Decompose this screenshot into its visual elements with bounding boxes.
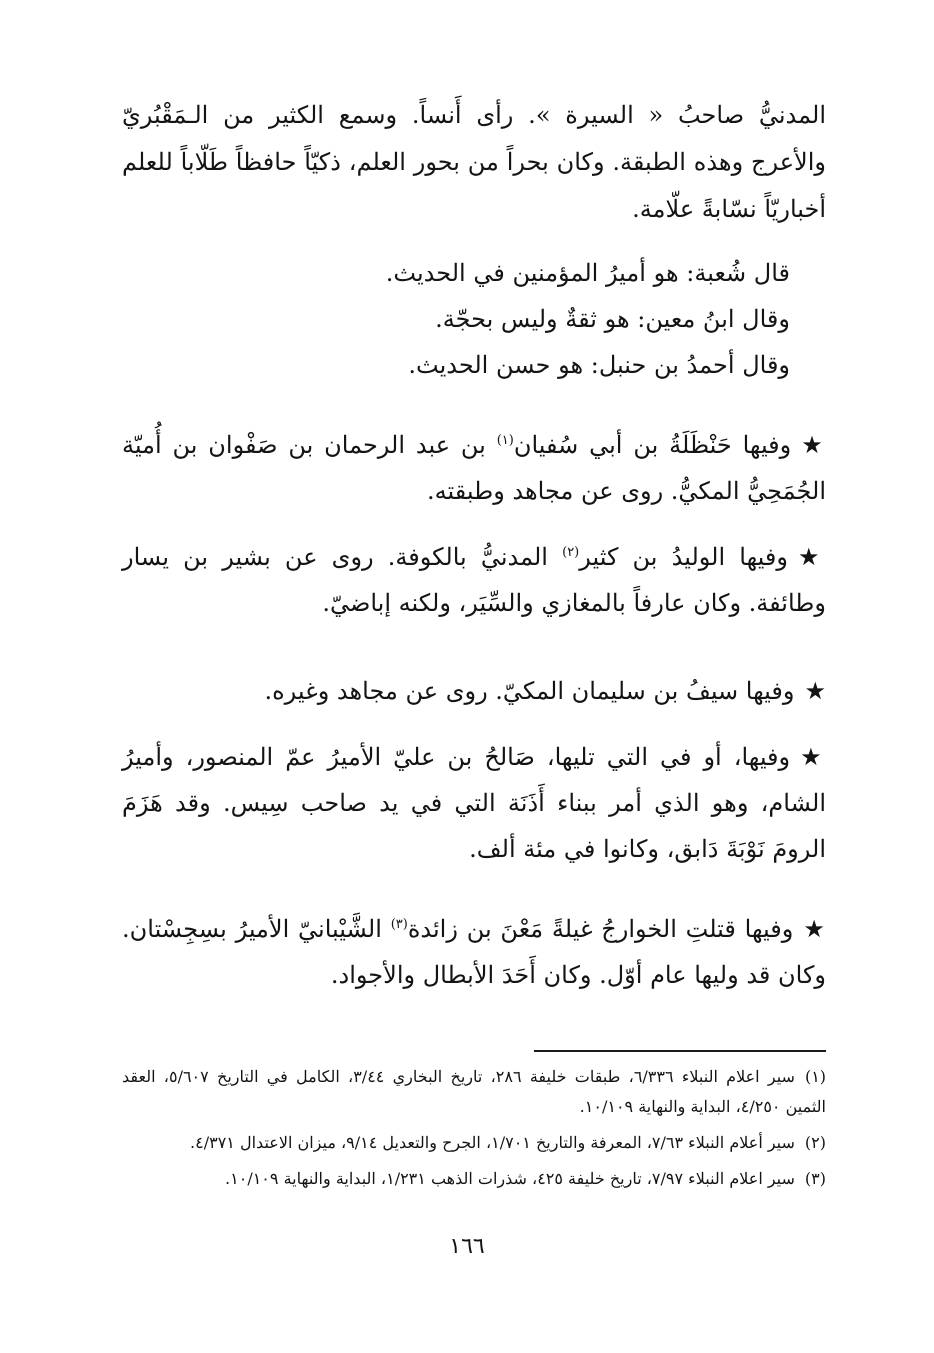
entry-maan bbox=[122, 906, 826, 998]
entry-hanzala bbox=[122, 422, 826, 514]
footnote-marker: (٢) bbox=[562, 545, 580, 560]
saying-line: قال شُعبة: هو أميرُ المؤمنين في الحديث. bbox=[385, 259, 790, 287]
footnote-number: (٣) bbox=[804, 1169, 826, 1188]
star-icon: ★ bbox=[804, 677, 826, 705]
footnote-marker: (١) bbox=[496, 433, 514, 448]
entry-text: بن عبد الرحمان بن صَفْوان بن أُميّة الجُمَحِيُّ المكيُّ. روى عن مجاهد وطبقته. bbox=[122, 431, 826, 505]
entry-text: وفيها، أو في التي تليها، صَالحُ بن عليّ الأميرُ عمّ المنصور، وأميرُ الشام، وهو الذي أمر ببناء أَذَنَة التي في يد صاحب سِيس. وقد هَزَمَ الرومَ نَوْبَةَ دَابق، وكانوا في مئة ألف. bbox=[122, 743, 826, 863]
entry-text: الشَّيْبانيّ الأميرُ بسِجِسْتان. وكان قد وليها عام أوّل. وكان أَحَدَ الأبطال والأجواد. bbox=[122, 915, 826, 989]
footnote-number: (١) bbox=[804, 1067, 827, 1086]
entry-text: وفيها الوليدُ بن كثير bbox=[579, 543, 788, 571]
star-icon: ★ bbox=[800, 743, 826, 771]
entry-text: وفيها قتلتِ الخوارجُ غيلةً مَعْنَ بن زائدة bbox=[407, 915, 794, 943]
footnote-text: سير أعلام النبلاء ٧/٦٣، المعرفة والتاريخ ١/٧٠١، الجرح والتعديل ٩/١٤، ميزان الاعتدال ٤/٣٧١. bbox=[190, 1133, 795, 1152]
footnote-divider bbox=[534, 1050, 826, 1052]
page-number: ١٦٦ bbox=[449, 1234, 485, 1259]
star-icon: ★ bbox=[801, 431, 826, 459]
footnote-item bbox=[122, 1164, 826, 1194]
footnote-text: سير اعلام النبلاء ٦/٣٣٦، طبقات خليفة ٢٨٦، تاريخ البخاري ٣/٤٤، الكامل في التاريخ ٥/٦٠٧، العقد الثمين ٤/٢٥٠، البداية والنهاية ١٠/١٠٩. bbox=[122, 1067, 826, 1116]
star-icon: ★ bbox=[803, 915, 826, 943]
entry-sayf bbox=[122, 668, 826, 714]
entry-text: المدنيُّ بالكوفة. روى عن بشير بن يسار وطائفة. وكان عارفاً بالمغازي والسِّيَر، ولكنه إباضيّ. bbox=[122, 543, 826, 617]
entry-walid bbox=[122, 534, 826, 626]
star-icon: ★ bbox=[797, 543, 827, 571]
sayings-block bbox=[122, 250, 790, 388]
entry-salih bbox=[122, 734, 826, 872]
intro-paragraph: المدنيُّ صاحبُ « السيرة ». رأى أَنساً. وسمع الكثير من الـمَقْبُريّ والأعرج وهذه الطبقة. وكان بحراً من بحور العلم، ذكيّاً حافظاً طَلّاباً للعلم أخباريّاً نسّابةً علّامة. bbox=[122, 101, 826, 223]
saying-line: وقال أحمدُ بن حنبل: هو حسن الحديث. bbox=[408, 351, 790, 379]
footnote-marker: (٣) bbox=[390, 917, 408, 932]
footnotes-section bbox=[122, 1062, 826, 1194]
footnote-item bbox=[122, 1062, 826, 1122]
footnote-item bbox=[122, 1128, 826, 1158]
footnote-text: سير اعلام النبلاء ٧/٩٧، تاريخ خليفة ٤٢٥، شذرات الذهب ١/٢٣١، البداية والنهاية ١٠/١٠٩. bbox=[225, 1169, 795, 1188]
saying-line: وقال ابنُ معين: هو ثقةٌ وليس بحجّة. bbox=[435, 305, 790, 333]
entry-text: وفيها سيفُ بن سليمان المكيّ. روى عن مجاهد وغيره. bbox=[264, 677, 795, 705]
footnote-number: (٢) bbox=[804, 1133, 826, 1152]
entry-text: وفيها حَنْظَلَةُ بن أبي سُفيان bbox=[513, 431, 792, 459]
